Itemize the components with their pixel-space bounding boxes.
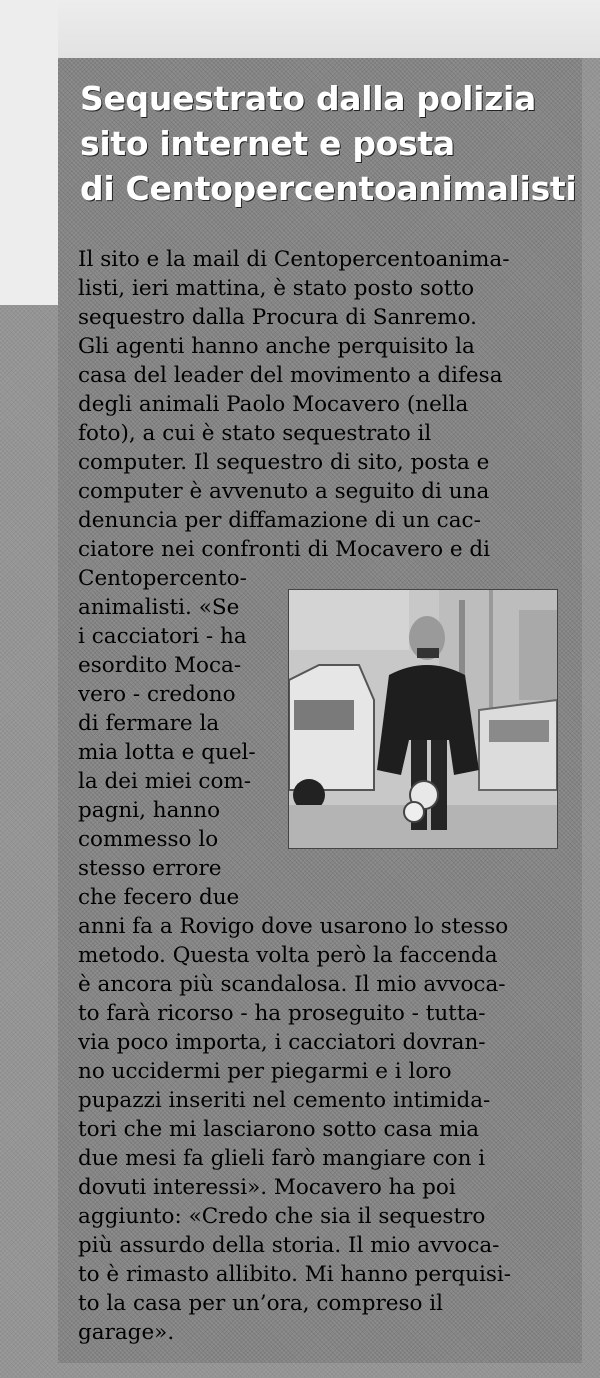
body-line: aggiunto: «Credo che sia il sequestro	[78, 1204, 486, 1229]
body-line: sequestro dalla Procura di Sanremo.	[78, 305, 477, 330]
body-line: Il sito e la mail di Centopercentoanima-	[78, 247, 510, 272]
news-photo	[288, 589, 558, 849]
body-line: to la casa per un’ora, compreso il	[78, 1291, 444, 1316]
body-line: i cacciatori - ha	[78, 624, 247, 649]
headline-line: Sequestrato dalla polizia	[80, 79, 537, 118]
body-line: degli animali Paolo Mocavero (nella	[78, 392, 469, 417]
photo-illustration	[289, 590, 557, 848]
body-line: mia lotta e quel-	[78, 740, 256, 765]
body-line: due mesi fa glieli farò mangiare con i	[78, 1146, 486, 1171]
body-line: denuncia per diffamazione di un cac-	[78, 508, 481, 533]
body-line: casa del leader del movimento a difesa	[78, 363, 503, 388]
body-line: ciatore nei confronti di Mocavero e di	[78, 537, 491, 562]
body-line: più assurdo della storia. Il mio avvoca-	[78, 1233, 500, 1258]
body-line: garage».	[78, 1320, 175, 1345]
body-line: di fermare la	[78, 711, 220, 736]
body-line: listi, ieri mattina, è stato posto sotto	[78, 276, 475, 301]
body-line: anni fa a Rovigo dove usarono lo stesso	[78, 914, 509, 939]
body-line: foto), a cui è stato sequestrato il	[78, 421, 432, 446]
headline-line: sito internet e posta	[80, 124, 455, 163]
body-line: animalisti. «Se	[78, 595, 240, 620]
body-line: commesso lo	[78, 827, 219, 852]
body-line: computer. Il sequestro di sito, posta e	[78, 450, 490, 475]
body-line: Gli agenti hanno anche perquisito la	[78, 334, 475, 359]
body-line: che fecero due	[78, 885, 240, 910]
body-line: metodo. Questa volta però la faccenda	[78, 943, 498, 968]
body-line: tori che mi lasciarono sotto casa mia	[78, 1117, 480, 1142]
body-line: la dei miei com-	[78, 769, 252, 794]
body-line: computer è avvenuto a seguito di una	[78, 479, 490, 504]
body-line: esordito Moca-	[78, 653, 242, 678]
page-margin-left	[0, 0, 58, 305]
body-line: vero - credono	[78, 682, 236, 707]
body-line: Centopercento-	[78, 566, 247, 591]
body-line: stesso errore	[78, 856, 222, 881]
body-line: pagni, hanno	[78, 798, 221, 823]
article-headline	[80, 76, 580, 211]
body-line: via poco importa, i cacciatori dovran-	[78, 1030, 486, 1055]
body-line: dovuti interessi». Mocavero ha poi	[78, 1175, 456, 1200]
body-line: no uccidermi per piegarmi e i loro	[78, 1059, 452, 1084]
headline-line: di Centopercentoanimalisti	[80, 169, 577, 208]
page-margin-top	[0, 0, 600, 58]
body-line: è ancora più scandalosa. Il mio avvoca-	[78, 972, 506, 997]
body-line: to è rimasto allibito. Mi hanno perquisi-	[78, 1262, 512, 1287]
body-line: to farà ricorso - ha proseguito - tutta-	[78, 1001, 486, 1026]
body-line: pupazzi inseriti nel cemento intimida-	[78, 1088, 491, 1113]
